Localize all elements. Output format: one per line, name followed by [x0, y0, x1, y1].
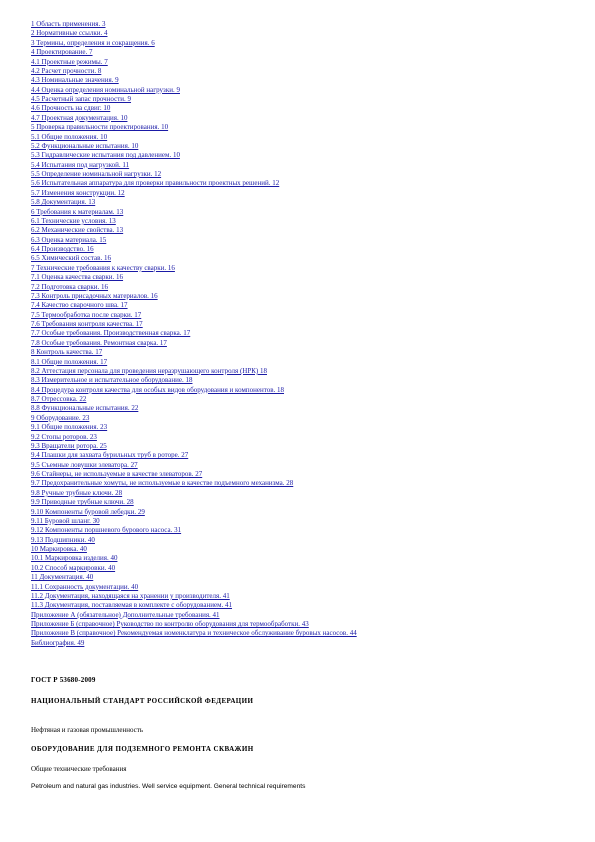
toc-link[interactable]: 7.4 Качество сварочного шва. 17	[31, 301, 128, 310]
toc-item	[31, 208, 571, 217]
toc-item	[31, 48, 571, 57]
toc-item	[31, 639, 571, 648]
toc-item	[31, 226, 571, 235]
toc-item	[31, 133, 571, 142]
toc-link[interactable]: 6.2 Механические свойства. 13	[31, 226, 124, 235]
toc-link[interactable]: 9.8 Ручные трубные ключи. 28	[31, 488, 123, 497]
toc-link[interactable]: 8.8 Функциональные испытания. 22	[31, 404, 139, 413]
toc-item	[31, 358, 571, 367]
toc-item	[31, 245, 571, 254]
toc-item	[31, 114, 571, 123]
toc-item	[31, 629, 571, 638]
toc-item	[31, 348, 571, 357]
toc-item	[31, 442, 571, 451]
toc-link[interactable]: Приложение В (справочное) Рекомендуемая номенклатура и техническое обслуживание буровых насосов. 44	[31, 629, 357, 638]
toc-link[interactable]: 3 Термины, определения и сокращения. 6	[31, 38, 155, 47]
toc-link[interactable]: 5 Проверка правильности проектирования. 10	[31, 123, 169, 132]
toc-item	[31, 95, 571, 104]
toc-link[interactable]: 6.3 Оценка материала. 15	[31, 235, 107, 244]
equipment-title: ОБОРУДОВАНИЕ ДЛЯ ПОДЗЕМНОГО РЕМОНТА СКВАЖИН	[31, 745, 254, 753]
toc-item	[31, 583, 571, 592]
toc-item	[31, 592, 571, 601]
toc-item	[31, 198, 571, 207]
toc-item	[31, 142, 571, 151]
toc-item	[31, 254, 571, 263]
toc-item	[31, 489, 571, 498]
toc-link[interactable]: Приложение Б (справочное) Руководство по контролю оборудования для термообработки. 43	[31, 620, 309, 628]
toc-item	[31, 479, 571, 488]
toc-link[interactable]: 10.2 Способ маркировки. 40	[31, 563, 116, 572]
toc-link[interactable]: 5.6 Испытательная аппаратура для проверки правильности проектных решений. 12	[31, 179, 280, 188]
toc-item	[31, 601, 571, 610]
toc-link[interactable]: 9.5 Съемные ловушки элеватора. 27	[31, 460, 138, 469]
toc-item	[31, 414, 571, 423]
toc-item	[31, 264, 571, 273]
toc-item	[31, 339, 571, 348]
toc-link[interactable]: Библиография. 49	[31, 638, 85, 647]
toc-link[interactable]: 5.2 Функциональные испытания. 10	[31, 141, 139, 150]
toc-link[interactable]: 4.6 Прочность на сдвиг. 10	[31, 104, 111, 113]
toc-item	[31, 283, 571, 292]
toc-link[interactable]: 9.1 Общие положения. 23	[31, 423, 108, 432]
toc-item	[31, 67, 571, 76]
toc-link[interactable]: 5.7 Изменения конструкции. 12	[31, 188, 125, 197]
toc-item	[31, 273, 571, 282]
toc-link[interactable]: 9.13 Подшипники. 40	[31, 535, 95, 544]
toc-link[interactable]: 9.7 Предохранительные хомуты, не используемые в качестве подъемного механизма. 28	[31, 479, 294, 488]
toc-link[interactable]: 7.6 Требования контроля качества. 17	[31, 320, 143, 328]
table-of-contents	[31, 20, 571, 648]
toc-link[interactable]: 8 Контроль качества. 17	[31, 348, 103, 357]
standard-title: НАЦИОНАЛЬНЫЙ СТАНДАРТ РОССИЙСКОЙ ФЕДЕРАЦИИ	[31, 697, 254, 705]
toc-item	[31, 554, 571, 563]
toc-item	[31, 611, 571, 620]
toc-item	[31, 498, 571, 507]
toc-link[interactable]: 10.1 Маркировка изделия. 40	[31, 554, 118, 563]
toc-item	[31, 179, 571, 188]
toc-link[interactable]: 7.7 Особые требования. Производственная сварка. 17	[31, 329, 191, 338]
toc-item	[31, 189, 571, 198]
toc-link[interactable]: 9.12 Компоненты поршневого бурового насоса. 31	[31, 526, 182, 535]
toc-item	[31, 536, 571, 545]
toc-item	[31, 301, 571, 310]
toc-item	[31, 123, 571, 132]
toc-link[interactable]: 9.10 Компоненты буровой лебедки. 29	[31, 507, 145, 516]
toc-link[interactable]: 9 Оборудование. 23	[31, 413, 90, 422]
toc-item	[31, 526, 571, 535]
toc-link[interactable]: 4.7 Проектная документация. 10	[31, 113, 128, 122]
toc-link[interactable]: 6 Требования к материалам. 13	[31, 207, 124, 216]
toc-item	[31, 620, 571, 629]
toc-link[interactable]: 7.3 Контроль присадочных материалов. 16	[31, 291, 158, 300]
toc-link[interactable]: 6.1 Технические условия. 13	[31, 216, 116, 225]
toc-link[interactable]: 4.3 Номинальные значения. 9	[31, 76, 119, 85]
toc-link[interactable]: 4.5 Расчетный запас прочности. 9	[31, 95, 132, 103]
toc-link[interactable]: 4.4 Оценка определения номинальной нагрузки. 9	[31, 85, 180, 94]
toc-link[interactable]: 6.4 Производство. 16	[31, 245, 94, 253]
toc-item	[31, 433, 571, 442]
gost-number: ГОСТ Р 53680-2009	[31, 676, 96, 684]
toc-link[interactable]: 2 Нормативные ссылки. 4	[31, 29, 108, 38]
toc-item	[31, 470, 571, 479]
toc-link[interactable]: 5.5 Определение номинальной нагрузки. 12	[31, 170, 162, 178]
toc-item	[31, 508, 571, 517]
requirements-subtitle: Общие технические требования	[31, 765, 127, 773]
toc-item	[31, 423, 571, 432]
toc-link[interactable]: 11.1 Сохранность документации. 40	[31, 582, 139, 591]
toc-item	[31, 329, 571, 338]
toc-link[interactable]: 11 Документация. 40	[31, 573, 94, 582]
toc-item	[31, 545, 571, 554]
toc-item	[31, 517, 571, 526]
toc-link[interactable]: 8.4 Процедура контроля качества для особых видов оборудования и компонентов. 18	[31, 385, 285, 394]
toc-link[interactable]: 9.3 Вращатели ротора. 25	[31, 441, 107, 450]
toc-link[interactable]: 5.4 Испытания под нагрузкой. 11	[31, 160, 130, 169]
toc-link[interactable]: 8.3 Измерительное и испытательное оборудование. 18	[31, 376, 193, 385]
toc-item	[31, 29, 571, 38]
toc-item	[31, 404, 571, 413]
toc-item	[31, 151, 571, 160]
toc-link[interactable]: 11.2 Документация, находящаяся на хранении у производителя. 41	[31, 591, 230, 600]
toc-link[interactable]: 9.9 Приводные трубные ключи. 28	[31, 498, 134, 507]
toc-item	[31, 461, 571, 470]
toc-link[interactable]: 4.1 Проектные режимы. 7	[31, 57, 108, 66]
toc-item	[31, 104, 571, 113]
toc-item	[31, 236, 571, 245]
toc-item	[31, 573, 571, 582]
toc-link[interactable]: 5.3 Гидравлические испытания под давлением. 10	[31, 151, 180, 160]
toc-item	[31, 58, 571, 67]
toc-item	[31, 292, 571, 301]
toc-item	[31, 170, 571, 179]
toc-link[interactable]: 7 Технические требования к качеству сварки. 16	[31, 263, 175, 272]
toc-item	[31, 395, 571, 404]
toc-item	[31, 217, 571, 226]
toc-link[interactable]: 9.6 Стайнеры, не используемые в качестве элеваторов. 27	[31, 470, 203, 478]
toc-link[interactable]: 9.2 Стопы роторов. 23	[31, 432, 97, 441]
toc-link[interactable]: 4.2 Расчет прочности. 8	[31, 66, 102, 75]
toc-item	[31, 76, 571, 85]
toc-link[interactable]: 11.3 Документация, поставляемая в комплекте с оборудованием. 41	[31, 601, 233, 610]
toc-link[interactable]: 8.7 Отрессовка. 22	[31, 395, 87, 403]
toc-link[interactable]: 8.1 Общие положения. 17	[31, 357, 108, 366]
toc-link[interactable]: 8.2 Аттестация персонала для проведения неразрушающего контроля (НРК) 18	[31, 366, 267, 375]
toc-link[interactable]: Приложение А (обязательное) Дополнительные требования. 41	[31, 610, 220, 619]
toc-item	[31, 86, 571, 95]
toc-item	[31, 386, 571, 395]
toc-link[interactable]: 6.5 Химический состав. 16	[31, 254, 111, 263]
toc-item	[31, 311, 571, 320]
toc-item	[31, 161, 571, 170]
toc-item	[31, 564, 571, 573]
toc-item	[31, 451, 571, 460]
toc-link[interactable]: 4 Проектирование. 7	[31, 48, 93, 57]
toc-link[interactable]: 5.8 Документация. 13	[31, 198, 96, 207]
toc-link[interactable]: 5.1 Общие положения. 10	[31, 132, 108, 141]
toc-link[interactable]: 7.2 Подготовка сварки. 16	[31, 282, 109, 291]
toc-link[interactable]: 9.4 Плашки для захвата бурильных труб в роторе. 27	[31, 451, 189, 460]
toc-item	[31, 320, 571, 329]
toc-link[interactable]: 1 Область применения. 3	[31, 20, 106, 28]
toc-link[interactable]: 7.8 Особые требования. Ремонтная сварка. 17	[31, 338, 167, 347]
toc-item	[31, 367, 571, 376]
toc-link[interactable]: 7.5 Термообработка после сварки. 17	[31, 310, 142, 319]
toc-item	[31, 20, 571, 29]
toc-link[interactable]: 7.1 Оценка качества сварки. 16	[31, 273, 124, 282]
english-title: Petroleum and natural gas industries. Well service equipment. General technical requirements	[31, 783, 306, 790]
toc-item	[31, 376, 571, 385]
toc-item	[31, 39, 571, 48]
industry-line: Нефтяная и газовая промышленность	[31, 726, 144, 734]
toc-link[interactable]: 9.11 Буровой шланг. 30	[31, 516, 100, 525]
toc-link[interactable]: 10 Маркировка. 40	[31, 545, 87, 553]
